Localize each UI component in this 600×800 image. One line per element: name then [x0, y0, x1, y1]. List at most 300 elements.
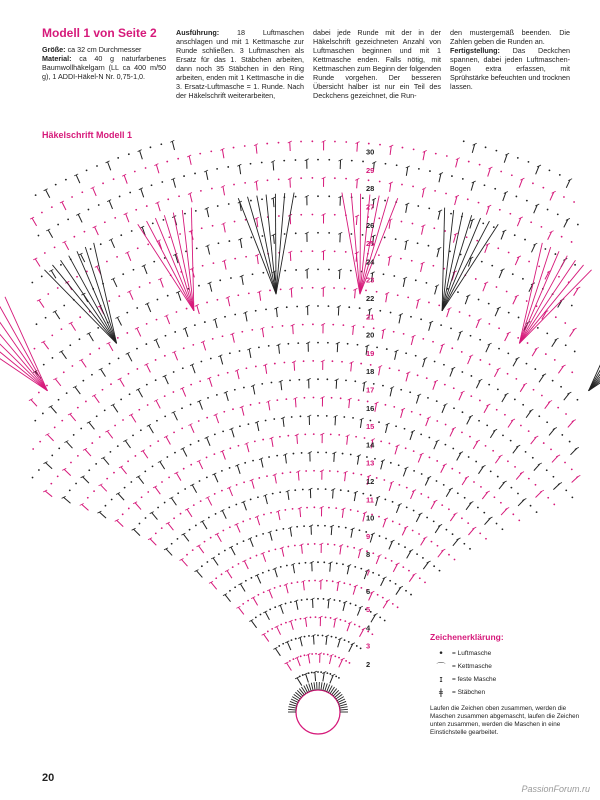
stitch-mark — [261, 459, 263, 468]
chain-dot — [262, 439, 264, 441]
stitch-mark — [242, 276, 244, 285]
chain-dot — [139, 286, 141, 288]
chain-dot — [126, 332, 128, 334]
chain-dot — [199, 153, 201, 155]
stitch-mark — [465, 296, 468, 304]
chain-dot — [538, 265, 540, 267]
chain-dot — [441, 504, 443, 506]
chain-dot — [358, 399, 360, 401]
chain-dot — [280, 624, 282, 626]
chain-dot — [419, 577, 421, 579]
stitch-mark — [330, 563, 331, 572]
chain-dot — [177, 538, 179, 540]
chain-dot — [426, 377, 428, 379]
chain-dot — [510, 440, 512, 442]
stitch-mark — [150, 539, 156, 545]
chain-dot — [326, 378, 328, 380]
chain-dot — [314, 543, 316, 545]
chain-dot — [389, 367, 391, 369]
stitch-mark — [288, 707, 296, 708]
chain-dot — [569, 441, 571, 443]
chain-dot — [398, 369, 400, 371]
chain-dot — [252, 273, 254, 275]
chain-dot — [239, 425, 241, 427]
stitch-mark — [308, 655, 310, 664]
chain-dot — [255, 366, 257, 368]
chain-dot — [161, 481, 163, 483]
stitch-mark — [457, 453, 461, 461]
stitch-mark — [287, 642, 291, 650]
chain-dot — [38, 469, 40, 471]
stitch-mark — [335, 416, 336, 425]
chain-dot — [479, 400, 481, 402]
chain-dot — [547, 209, 549, 211]
stitch-mark — [323, 672, 324, 681]
chain-dot — [304, 636, 306, 638]
stitch-mark — [157, 203, 160, 212]
stitch-mark — [390, 388, 392, 397]
chain-dot — [206, 417, 208, 419]
chain-dot — [544, 248, 546, 250]
chain-dot — [109, 363, 111, 365]
chain-dot — [527, 342, 529, 344]
chain-dot — [376, 346, 378, 348]
chain-dot — [469, 315, 471, 317]
chain-dot — [389, 580, 391, 582]
stitch-mark — [257, 517, 260, 526]
stitch-mark — [240, 584, 245, 592]
stitch-mark — [140, 151, 143, 160]
chain-dot — [313, 433, 315, 435]
chain-dot — [360, 587, 362, 589]
chain-dot — [178, 195, 180, 197]
stitch-mark — [257, 575, 261, 583]
chain-dot — [526, 363, 528, 365]
stitch-mark — [71, 323, 76, 331]
chain-dot — [47, 293, 49, 295]
chain-dot — [317, 232, 319, 234]
chain-dot — [31, 282, 33, 284]
chain-dot — [237, 294, 239, 296]
chain-dot — [300, 214, 302, 216]
stitch-mark — [566, 180, 570, 188]
stitch-mark — [275, 475, 277, 484]
stitch-mark — [156, 340, 160, 348]
chain-dot — [289, 660, 291, 662]
chain-dot — [313, 397, 315, 399]
stitch-mark — [455, 196, 457, 205]
chain-dot — [557, 407, 559, 409]
stitch-mark — [282, 548, 284, 557]
chain-dot — [322, 635, 324, 637]
chain-dot — [385, 557, 387, 559]
stitch-mark — [402, 527, 406, 535]
chain-dot — [184, 213, 186, 215]
stitch-mark — [467, 416, 471, 424]
chain-dot — [378, 516, 380, 518]
chain-dot — [518, 519, 520, 521]
chain-dot — [359, 529, 361, 531]
chain-dot — [335, 507, 337, 509]
chain-dot — [485, 445, 487, 447]
chain-dot — [73, 236, 75, 238]
chain-dot — [300, 141, 302, 143]
fan-stitch — [276, 193, 285, 294]
chain-dot — [406, 487, 408, 489]
stitch-mark — [78, 214, 82, 222]
chain-dot — [406, 507, 408, 509]
chain-dot — [330, 433, 332, 435]
finish-text: Das Deckchen spannen, dabei jeden Luftmaschen-Bogen extra erfassen, mit Sprühstärke befeuchten und trocknen lassen. — [450, 46, 570, 91]
chain-dot — [79, 338, 81, 340]
chain-dot — [93, 490, 95, 492]
chain-dot — [438, 304, 440, 306]
chain-dot — [327, 654, 329, 656]
chain-dot — [234, 586, 236, 588]
chain-dot — [129, 393, 131, 395]
stitch-mark — [124, 175, 127, 183]
chain-dot — [69, 344, 71, 346]
stitch-mark — [51, 406, 57, 413]
chain-dot — [150, 445, 152, 447]
stitch-mark — [532, 348, 537, 356]
chain-dot — [152, 222, 154, 224]
chain-dot — [401, 221, 403, 223]
chain-dot — [462, 411, 464, 413]
stitch-mark — [450, 428, 454, 436]
chain-dot — [393, 331, 395, 333]
stitch-mark — [552, 456, 558, 463]
stitch-mark — [410, 431, 413, 440]
stitch-mark — [252, 480, 254, 489]
chain-dot — [380, 440, 382, 442]
chain-dot — [355, 604, 357, 606]
chain-dot — [71, 196, 73, 198]
chain-dot — [279, 436, 281, 438]
chain-dot — [378, 217, 380, 219]
chain-dot — [72, 365, 74, 367]
chain-dot — [420, 433, 422, 435]
chain-dot — [328, 507, 330, 509]
chain-dot — [439, 570, 441, 572]
chain-dot — [38, 235, 40, 237]
chain-dot — [234, 221, 236, 223]
chain-dot — [418, 533, 420, 535]
chain-dot — [532, 182, 534, 184]
chain-dot — [262, 533, 264, 535]
stitch-mark — [155, 487, 160, 494]
chain-dot — [210, 537, 212, 539]
chain-dot — [228, 240, 230, 242]
stitch-mark — [305, 618, 306, 627]
chain-dot — [517, 337, 519, 339]
chart-title: Häkelschrift Modell 1 — [42, 130, 133, 140]
chain-dot — [267, 179, 269, 181]
chain-dot — [313, 506, 315, 508]
chain-dot — [51, 206, 53, 208]
stitch-mark — [358, 549, 360, 558]
chain-dot — [303, 360, 305, 362]
chain-dot — [416, 553, 418, 555]
chain-dot — [145, 167, 147, 169]
chain-dot — [262, 572, 264, 574]
chain-dot — [317, 159, 319, 161]
chain-dot — [242, 603, 244, 605]
chain-dot — [271, 382, 273, 384]
chain-dot — [137, 247, 139, 249]
chain-dot — [496, 523, 498, 525]
material-label: Material: — [42, 54, 72, 63]
chain-dot — [216, 168, 218, 170]
chain-dot — [325, 452, 327, 454]
chain-dot — [343, 416, 345, 418]
chain-dot — [63, 371, 65, 373]
stitch-mark — [144, 266, 147, 274]
stitch-mark — [403, 468, 406, 476]
round-number: 7 — [366, 568, 371, 578]
stitch-mark — [411, 336, 413, 345]
chain-dot — [284, 233, 286, 235]
chain-dot — [287, 343, 289, 345]
chain-dot — [385, 538, 387, 540]
chain-dot — [118, 357, 120, 359]
chain-dot — [340, 489, 342, 491]
chain-dot — [467, 522, 469, 524]
stitch-mark — [206, 171, 208, 180]
chain-dot — [488, 303, 490, 305]
chain-dot — [376, 477, 378, 479]
chain-dot — [108, 300, 110, 302]
chain-dot — [116, 256, 118, 258]
chain-dot — [436, 480, 438, 482]
chain-dot — [410, 316, 412, 318]
stitch-mark — [531, 437, 537, 444]
stitch-mark — [257, 218, 258, 227]
stitch-mark — [342, 509, 343, 518]
chain-dot — [80, 428, 82, 430]
chain-dot — [257, 496, 259, 498]
chain-dot — [153, 261, 155, 263]
chain-dot — [96, 415, 98, 417]
chain-dot — [218, 374, 220, 376]
chain-dot — [67, 218, 69, 220]
chain-dot — [478, 299, 480, 301]
chain-dot — [238, 445, 240, 447]
chain-dot — [436, 460, 438, 462]
stitch-mark — [117, 317, 121, 325]
chain-dot — [136, 368, 138, 370]
chain-dot — [227, 372, 229, 374]
chain-dot — [354, 380, 356, 382]
chain-dot — [335, 637, 337, 639]
chain-dot — [217, 205, 219, 207]
round-number: 22 — [366, 294, 375, 303]
round-number: 12 — [366, 477, 375, 486]
chain-dot — [149, 282, 151, 284]
stitch-mark — [192, 485, 196, 493]
chain-dot — [303, 525, 305, 527]
chain-dot — [338, 434, 340, 436]
chain-dot — [498, 327, 500, 329]
chain-dot — [431, 541, 433, 543]
stitch-mark — [357, 456, 358, 465]
chain-dot — [102, 182, 104, 184]
chain-dot — [45, 317, 47, 319]
chain-dot — [51, 455, 53, 457]
chain-dot — [340, 619, 342, 621]
stitch-mark — [199, 401, 202, 409]
stitch-mark — [486, 206, 489, 215]
stitch-mark — [160, 462, 165, 470]
chain-dot — [412, 223, 414, 225]
stitch-mark — [183, 448, 187, 456]
chain-dot — [250, 200, 252, 202]
chain-dot — [350, 270, 352, 272]
chain-dot — [128, 373, 130, 375]
stitch-mark — [306, 674, 309, 683]
chain-dot — [257, 594, 259, 596]
stitch-mark — [301, 545, 302, 554]
chain-dot — [95, 463, 97, 465]
chain-dot — [410, 594, 412, 596]
chain-dot — [504, 414, 506, 416]
chain-dot — [156, 420, 158, 422]
stitch-mark — [227, 571, 232, 579]
chain-dot — [432, 341, 434, 343]
chain-dot — [397, 606, 399, 608]
chain-dot — [378, 421, 380, 423]
stitch-mark — [389, 482, 392, 491]
chain-dot — [553, 504, 555, 506]
chain-dot — [463, 543, 465, 545]
chain-dot — [329, 470, 331, 472]
chain-dot — [223, 411, 225, 413]
chain-dot — [32, 448, 34, 450]
chain-dot — [73, 434, 75, 436]
chain-dot — [377, 594, 379, 596]
chain-dot — [247, 600, 249, 602]
chain-dot — [520, 425, 522, 427]
chain-dot — [193, 504, 195, 506]
chain-dot — [266, 143, 268, 145]
chain-dot — [268, 345, 270, 347]
chain-dot — [470, 375, 472, 377]
chain-dot — [373, 327, 375, 329]
chain-dot — [269, 290, 271, 292]
chain-dot — [285, 603, 287, 605]
chain-dot — [347, 546, 349, 548]
round-number: 19 — [366, 348, 375, 358]
chain-dot — [280, 288, 282, 290]
chain-dot — [367, 401, 369, 403]
stitch-mark — [472, 144, 474, 153]
chain-dot — [388, 443, 390, 445]
stitch-mark — [354, 492, 356, 501]
chain-dot — [357, 510, 359, 512]
chain-dot — [298, 562, 300, 564]
chain-dot — [183, 468, 185, 470]
stitch-mark — [250, 538, 253, 546]
stitch-mark — [238, 607, 243, 614]
chain-dot — [426, 517, 428, 519]
chain-dot — [259, 402, 261, 404]
round-number: 2 — [366, 660, 371, 669]
stitch-mark — [172, 141, 174, 150]
size-text: ca 32 cm Durchmesser — [67, 45, 142, 54]
stitch-mark — [406, 373, 408, 382]
chain-dot — [317, 671, 319, 673]
stitch-mark — [393, 564, 397, 572]
chain-dot — [179, 233, 181, 235]
chain-dot — [543, 442, 545, 444]
chain-dot — [366, 456, 368, 458]
chain-dot — [221, 573, 223, 575]
chain-dot — [57, 287, 59, 289]
stitch-mark — [45, 491, 52, 497]
chain-dot — [522, 278, 524, 280]
round-number: 27 — [366, 202, 375, 212]
chain-dot — [245, 367, 247, 369]
chain-dot — [511, 174, 513, 176]
chain-dot — [349, 662, 351, 664]
stitch-mark — [478, 466, 483, 473]
instructions-text-3: den mustergemäß beenden. Die Zahlen geben die Runden an. — [450, 28, 570, 46]
chain-dot — [468, 161, 470, 163]
chain-dot — [475, 461, 477, 463]
stitch-mark — [66, 442, 72, 449]
chain-dot — [145, 343, 147, 345]
chain-dot — [224, 550, 226, 552]
chain-dot — [450, 213, 452, 215]
chain-dot — [563, 196, 565, 198]
chain-dot — [486, 425, 488, 427]
chain-dot — [479, 339, 481, 341]
stitch-mark — [574, 288, 579, 296]
chain-dot — [351, 233, 353, 235]
chain-dot — [36, 323, 38, 325]
chain-dot — [480, 359, 482, 361]
chain-dot — [561, 434, 563, 436]
chain-dot — [287, 546, 289, 548]
chain-dot — [327, 342, 329, 344]
chain-dot — [261, 198, 263, 200]
stitch-mark — [249, 349, 251, 358]
chain-dot — [228, 203, 230, 205]
legend-label: = feste Masche — [452, 676, 497, 683]
chain-dot — [42, 413, 44, 415]
chain-dot — [312, 287, 314, 289]
chain-dot — [216, 394, 218, 396]
chain-dot — [311, 140, 313, 142]
chain-dot — [110, 383, 112, 385]
stitch-mark — [111, 240, 115, 248]
stitch-mark — [190, 425, 194, 433]
chain-dot — [359, 307, 361, 309]
chain-dot — [577, 224, 579, 226]
chain-dot — [315, 616, 317, 618]
stitch-mark — [290, 528, 291, 537]
chain-dot — [565, 413, 567, 415]
chain-dot — [379, 144, 381, 146]
stitch-mark — [247, 443, 249, 452]
chain-dot — [261, 162, 263, 164]
chain-dot — [119, 196, 121, 198]
chain-dot — [347, 343, 349, 345]
chain-dot — [232, 408, 234, 410]
chain-dot — [478, 202, 480, 204]
stitch-mark — [296, 601, 298, 610]
chain-dot — [168, 236, 170, 238]
